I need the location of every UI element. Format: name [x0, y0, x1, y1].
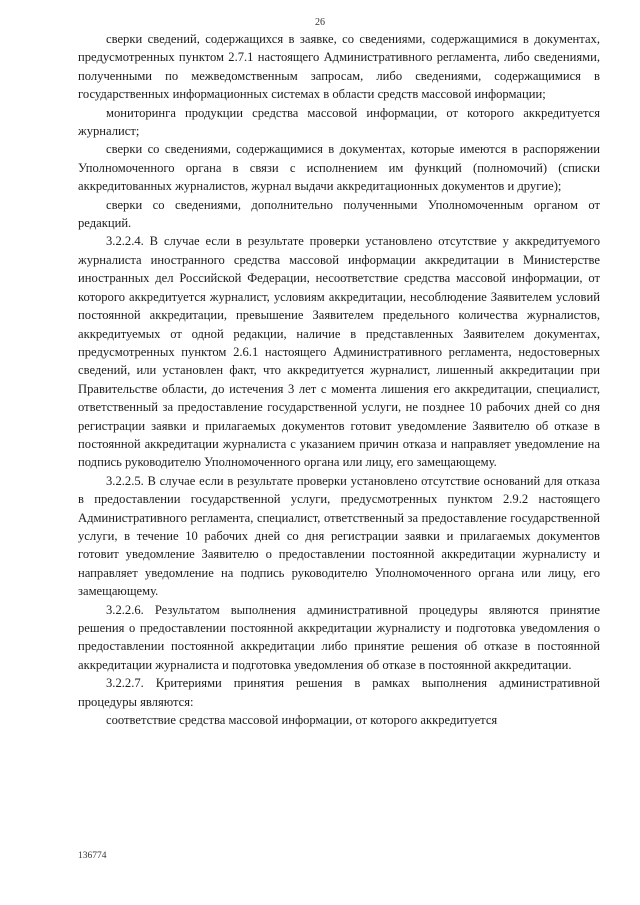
paragraph-3-2-2-6: 3.2.2.6. Результатом выполнения административной процедуры являются принятие решения о предоставлении постоянной аккредитации журналисту и подготовка уведомления о предоставлении постоянной аккредитации либо принятие решения об отказе в постоянной аккредитации журналиста и подготовка уведомления об отказе в постоянной аккредитации.: [78, 602, 600, 672]
paragraph-3-2-2-7: 3.2.2.7. Критериями принятия решения в рамках выполнения административной процедуры являются:: [78, 676, 600, 709]
paragraph-monitoring: мониторинга продукции средства массовой информации, от которого аккредитуется журналист;: [78, 105, 600, 139]
paragraph-check-editorial-info: сверки со сведениями, дополнительно полученными Уполномоченным органом от редакций.: [78, 197, 600, 231]
paragraph-check-authority-documents: сверки со сведениями, содержащимися в документах, которые имеются в распоряжении Уполномоченного органа в связи с исполнением им функций (полномочий) (списки аккредитованных журналистов, журнал выдачи аккредитационных документов и другие);: [78, 142, 600, 194]
paragraph-criteria-media-compliance: соответствие средства массовой информации, от которого аккредитуется: [106, 713, 498, 728]
paragraph-check-application-info: сверки сведений, содержащихся в заявке, со сведениями, содержащимися в документах, предусмотренных пунктом 2.7.1 настоящего Административного регламента, либо сведениями, полученными по межведомственным запросам, либо сведениями, содержащимися в государственных информационных системах в области средств массовой информации;: [78, 32, 600, 102]
paragraph-3-2-2-4: 3.2.2.4. В случае если в результате проверки установлено отсутствие у аккредитуемого журналиста иностранного средства массовой информации аккредитации в Министерстве иностранных дел Российской Федерации, несоответствие средства массовой информации, от которого аккредитуется журналист, условиям аккредитации, несоблюдение Заявителем условий постоянной аккредитации, превышение Заявителем предельного количества журналистов, аккредитуемых от одной редакции, наличие в представленных Заявителем документах, предусмотренных пунктом 2.6.1 настоящего Административного регламента, недостоверных сведений, или установлен факт, что аккредитуется журналист, лишенный аккредитации при Правительстве области, до истечения 3 лет с момента лишения его аккредитации, специалист, ответственный за предоставление государственной услуги, не позднее 10 рабочих дней со дня регистрации заявки и прилагаемых документов готовит уведомление Заявителю об отказе в постоянной аккредитации журналиста с указанием причин отказа и направляет уведомление на подпись руководителю Уполномоченного органа или лицу, его замещающему.: [78, 234, 600, 470]
paragraph-3-2-2-5: 3.2.2.5. В случае если в результате проверки установлено отсутствие оснований для отказа в предоставлении государственной услуги, предусмотренных пунктом 2.9.2 настоящего Административного регламента, специалист, ответственный за предоставление государственной услуги, в течение 10 рабочих дней со дня регистрации заявки и прилагаемых документов готовит уведомление Заявителю о предоставлении постоянной аккредитации журналисту и направляет уведомление на подпись руководителю Уполномоченного органа или лицу, его замещающему.: [78, 473, 600, 599]
document-code: 136774: [78, 851, 107, 861]
document-body: [78, 30, 600, 729]
page-number: 26: [315, 17, 325, 28]
